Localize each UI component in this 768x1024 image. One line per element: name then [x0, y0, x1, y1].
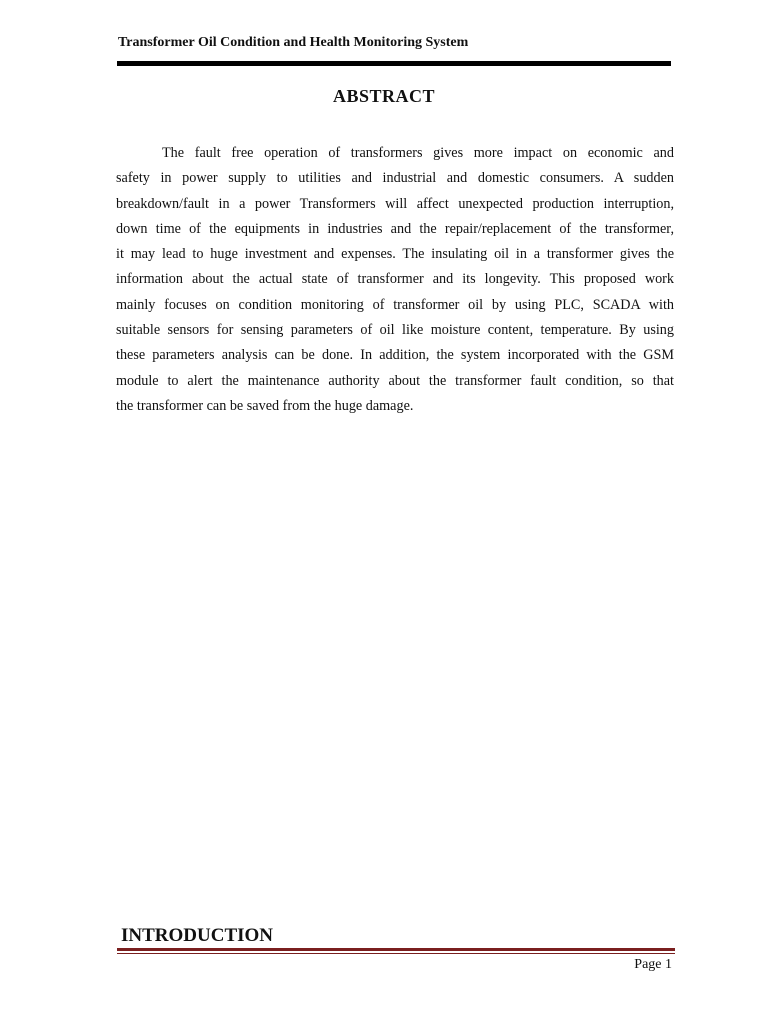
footer-rule	[117, 948, 675, 951]
abstract-line: down time of the equipments in industries and the repair/replacement of the transformer,	[116, 220, 674, 237]
abstract-line: mainly focuses on condition monitoring of transformer oil by using PLC, SCADA with	[116, 296, 674, 313]
abstract-line: it may lead to huge investment and expenses. The insulating oil in a transformer gives the	[116, 246, 674, 263]
header-rule	[117, 61, 671, 66]
page-number: Page 1	[634, 957, 672, 972]
abstract-paragraph	[116, 141, 674, 419]
abstract-line: information about the actual state of transformer and its longevity. This proposed work	[116, 271, 674, 288]
running-header-title: Transformer Oil Condition and Health Monitoring System	[118, 35, 469, 50]
abstract-line: suitable sensors for sensing parameters of oil like moisture content, temperature. By using	[116, 322, 674, 339]
introduction-heading: INTRODUCTION	[121, 925, 274, 946]
abstract-line: breakdown/fault in a power Transformers will affect unexpected production interruption,	[116, 195, 674, 212]
abstract-line: safety in power supply to utilities and industrial and domestic consumers. A sudden	[116, 170, 674, 187]
abstract-heading: ABSTRACT	[332, 86, 436, 106]
abstract-line: The fault free operation of transformers gives more impact on economic and	[162, 145, 674, 161]
abstract-line: the transformer can be saved from the huge damage.	[116, 397, 414, 414]
abstract-line: these parameters analysis can be done. In addition, the system incorporated with the GSM	[116, 347, 674, 364]
abstract-line: module to alert the maintenance authority about the transformer fault condition, so that	[116, 372, 674, 389]
footer-rule-thin	[117, 953, 675, 954]
